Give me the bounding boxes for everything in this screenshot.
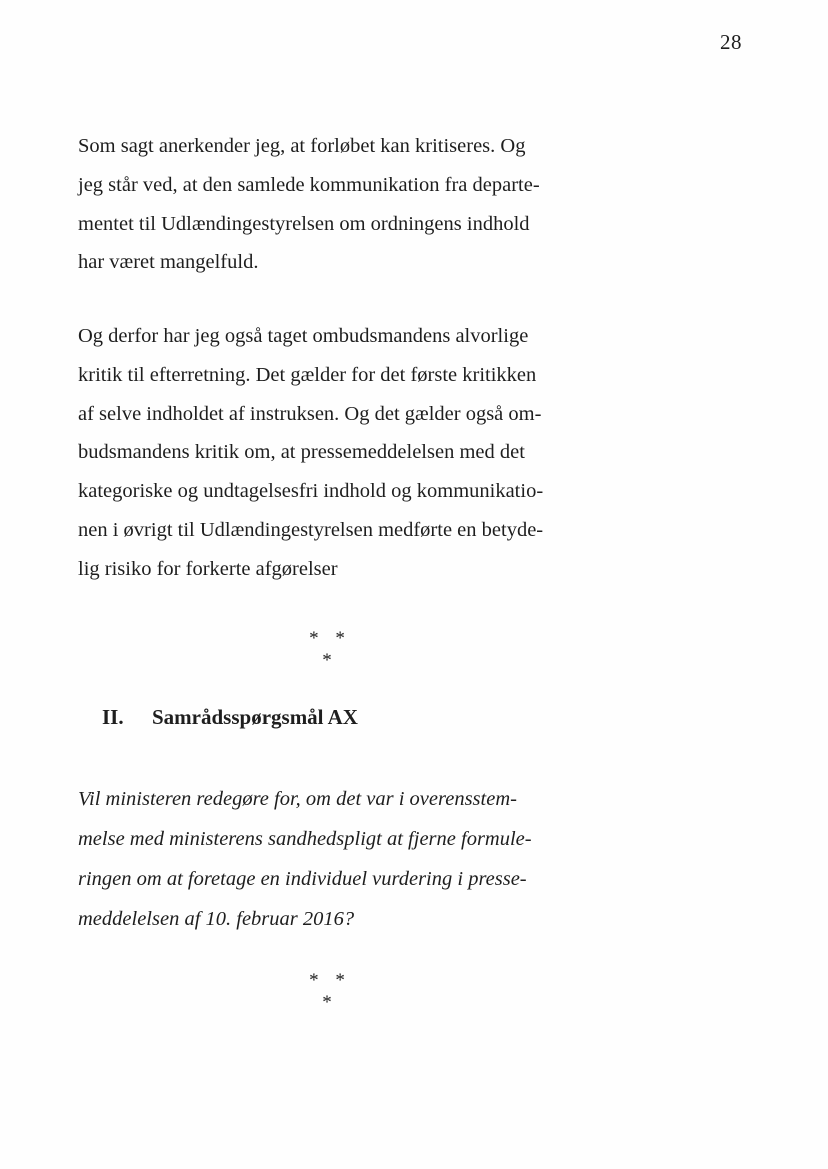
section-numeral: II. <box>102 705 124 729</box>
question-text <box>78 779 618 939</box>
section-separator: * * * <box>309 970 351 1013</box>
text-line: Og derfor har jeg også taget ombudsmandens alvorlige <box>78 325 529 347</box>
question-line: ringen om at foretage en individuel vurdering i presse- <box>78 868 527 890</box>
text-line: lig risiko for forkerte afgørelser <box>78 557 338 580</box>
text-line: kategoriske og undtagelsesfri indhold og kommunikatio- <box>78 480 544 503</box>
section-title: Samrådsspørgsmål AX <box>152 705 358 729</box>
text-line: budsmandens kritik om, at pressemeddelelsen med det <box>78 441 525 464</box>
question-line: Vil ministeren redegøre for, om det var i overensstem- <box>78 788 517 810</box>
text-line: af selve indholdet af instruksen. Og det gælder også om- <box>78 402 542 425</box>
question-line: meddelelsen af 10. februar 2016? <box>78 908 355 930</box>
page-number: 28 <box>720 30 742 54</box>
section-separator: * * * <box>309 628 351 671</box>
text-line: mentet til Udlændingestyrelsen om ordningens indhold <box>78 212 530 235</box>
text-line: Som sagt anerkender jeg, at forløbet kan kritiseres. Og <box>78 135 526 157</box>
paragraph-criticism <box>78 317 618 589</box>
text-line: jeg står ved, at den samlede kommunikation fra departe- <box>78 173 540 196</box>
text-line: har været mangelfuld. <box>78 251 259 274</box>
paragraph-acknowledgement <box>78 127 618 282</box>
text-line: kritik til efterretning. Det gælder for det første kritikken <box>78 363 537 386</box>
question-line: melse med ministerens sandhedspligt at fjerne formule- <box>78 828 532 850</box>
section-heading <box>102 705 358 730</box>
text-line: nen i øvrigt til Udlændingestyrelsen medførte en betyde- <box>78 518 544 541</box>
